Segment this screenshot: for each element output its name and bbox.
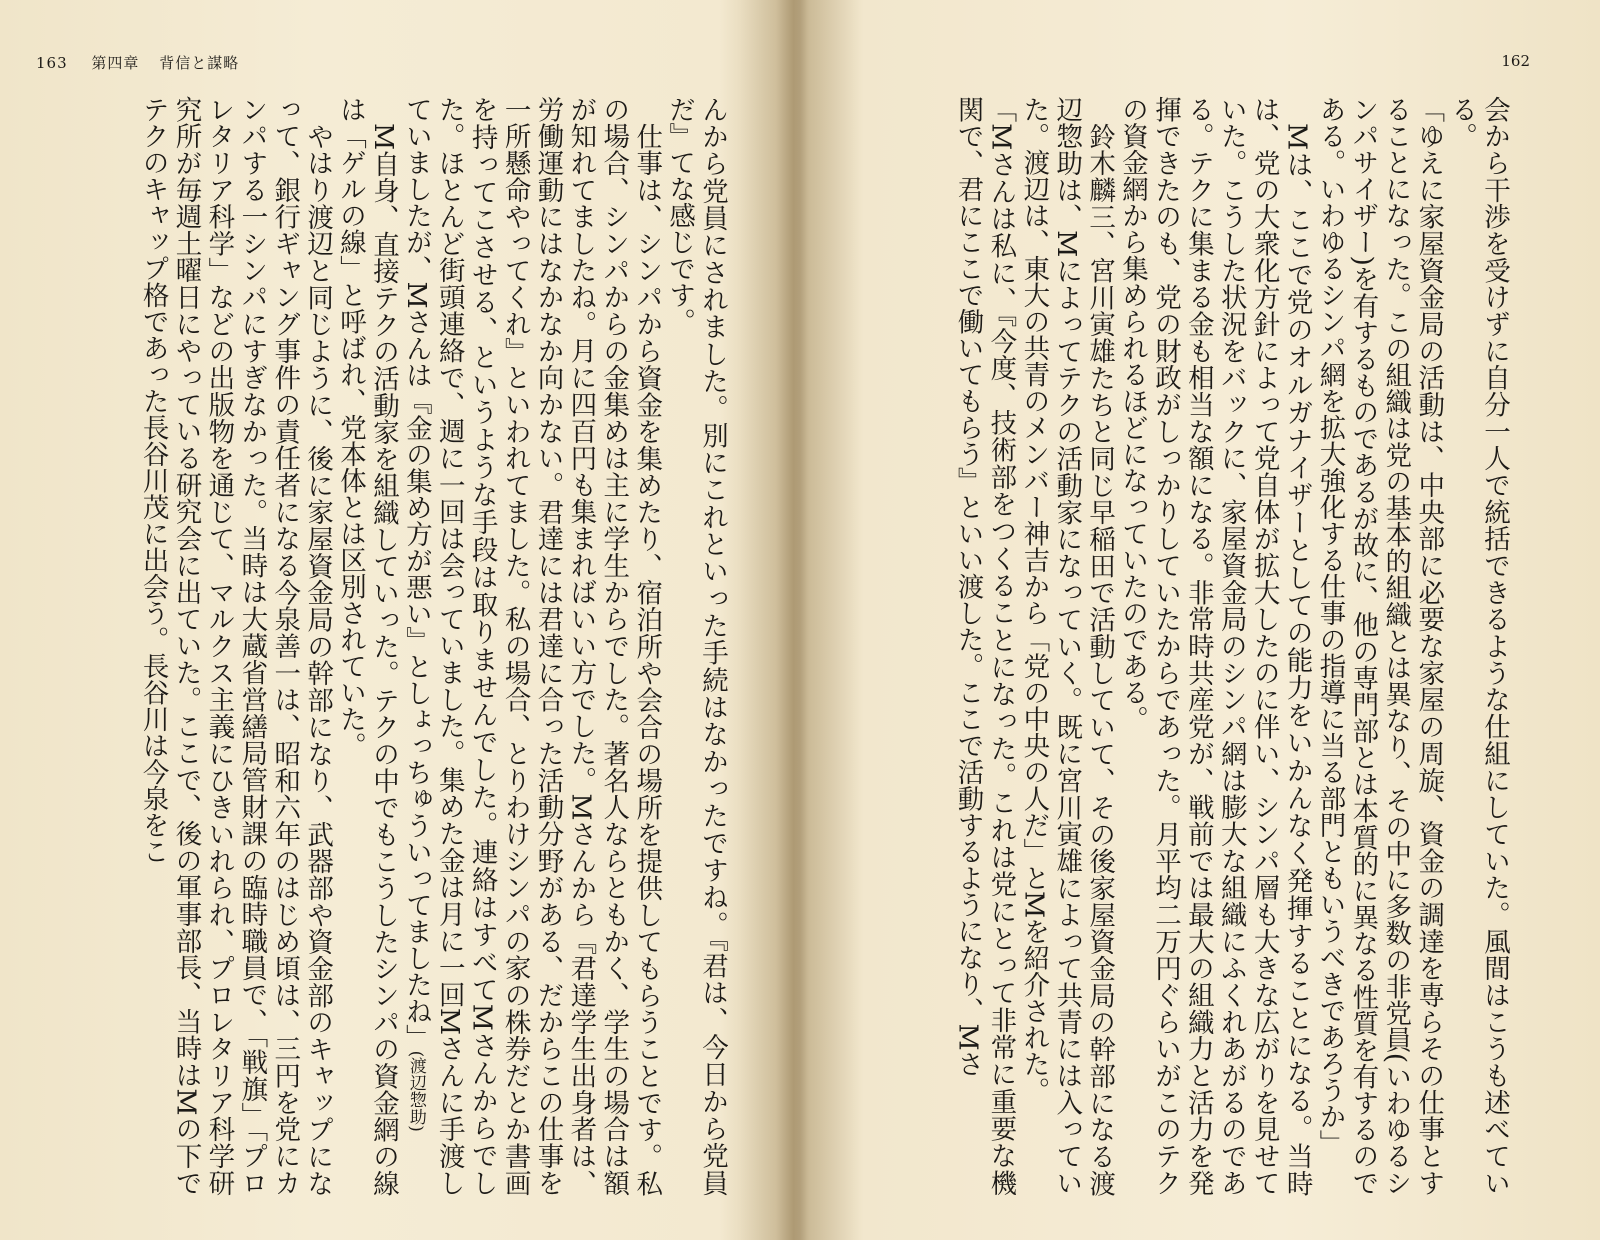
left-page (0, 0, 790, 1240)
paragraph: M自身、直接テクの活動家を組織していった。テクの中でもこうしたシンパの資金網の線は「ゲルの線」と呼ばれ、党本体とは区別されていた。 (335, 96, 399, 1196)
chapter-title: 背信と謀略 (159, 54, 240, 72)
body-text (840, 96, 1510, 1196)
paragraph-text: 仕事は、シンパから資金を集めたり、宿泊所や会合の場所を提供してもらうことです。私の場合、シンパからの金集めは主に学生からでした。著名人ならともかく、学生の場合は額が知れてましたね。月に四百円も集まればいい方でした。Mさんから『君達学生出身者は、労働運動にはなかなか向かない。君達には君達に合った活動分野がある、だからこの仕事を一所懸命やってくれ』といわれてました。私の場合、とりわけシンパの家の株券だとか書画を持ってこさせる、というような手段は取りませんでした。連絡はすべてMさんからでした。ほとんど街頭連絡で、週に一回は会っていました。集めた金は月に一回Mさんに手渡していましたが、Mさんは『金の集め方が悪い』としょっちゅういってましたね」 (400, 96, 663, 1196)
paragraph: Mは、ここで党のオルガナイザーとしての能力をいかんなく発揮することになる。当時は、党の大衆化方針によって党自体が拡大したのに伴い、シンパ層も大きな広がりを見せていた。こうした状況をバックに、家屋資金局のシンパ網は膨大な組織にふくれあがるのである。テクに集まる金も相当な額になる。非常時共産党が、戦前では最大の組織力と活力を発揮できたのも、党の財政がしっかりしていたからであった。月平均二万円ぐらいがこのテクの資金網から集められるほどになっていたのである。 (1117, 96, 1313, 1196)
running-header (36, 52, 239, 73)
paragraph: やはり渡辺と同じように、後に家屋資金局の幹部になり、武器部や資金部のキャップになって、銀行ギャング事件の責任者になる今泉善一は、昭和六年のはじめ頃は、三円を党にカンパする一シンパにすぎなかった。当時は大蔵省営繕局管財課の臨時職員で、「戦旗」「プロレタリア科学」などの出版物を通じて、マルクス主義にひきいれられ、プロレタリア科学研究所が毎週土曜日にやっている研究会に出ていた。ここで、後の軍事部長、当時はMの下でテクのキャップ格であった長谷川茂に出会う。長谷川は今泉をこ (137, 96, 334, 1196)
paragraph (399, 96, 662, 1196)
paragraph: 会から干渉を受けずに自分一人で統括できるような仕組にしていた。風間はこうも述べている。 (1446, 96, 1510, 1196)
quote-paragraph: 「ゆえに家屋資金局の活動は、中央部に必要な家屋の周旋、資金の調達を専らその仕事とすることになった。この組織は党の基本的組織とは異なり、その中に多数の非党員(いわゆるシンパサイザー)を有するものであるが故に、他の専門部とは本質的に異なる性質を有するのである。いわゆるシンパ網を拡大強化する仕事の指導に当る部門ともいうべきであろうか」 (1314, 96, 1445, 1196)
body-text (38, 96, 728, 1196)
paragraph: んから党員にされました。別にこれといった手続はなかったですね。『君は、今日から党員だ』てな感じです。 (664, 96, 728, 1196)
page-number: 163 (36, 54, 68, 72)
quote-paragraph: 「Mさんは私に、『今度、技術部をつくることになった。これは党にとって非常に重要な機関で、君にここで働いてもらう』といい渡した。ここで活動するようになり、Mさ (952, 96, 1017, 1196)
paragraph: 鈴木麟三、宮川寅雄たちと同じ早稲田で活動していて、その後家屋資金局の幹部になる渡辺惣助は、Mによってテクの活動家になっていく。既に宮川寅雄によって共青には入っていた。渡辺は、東大の共青のメンバー神吉から「党の中央の人だ」とMを紹介された。 (1018, 96, 1116, 1196)
right-page (800, 0, 1600, 1240)
chapter-label: 第四章 (91, 54, 140, 72)
page-number: 162 (1501, 52, 1530, 70)
attribution: (渡辺惣助) (405, 1050, 426, 1132)
